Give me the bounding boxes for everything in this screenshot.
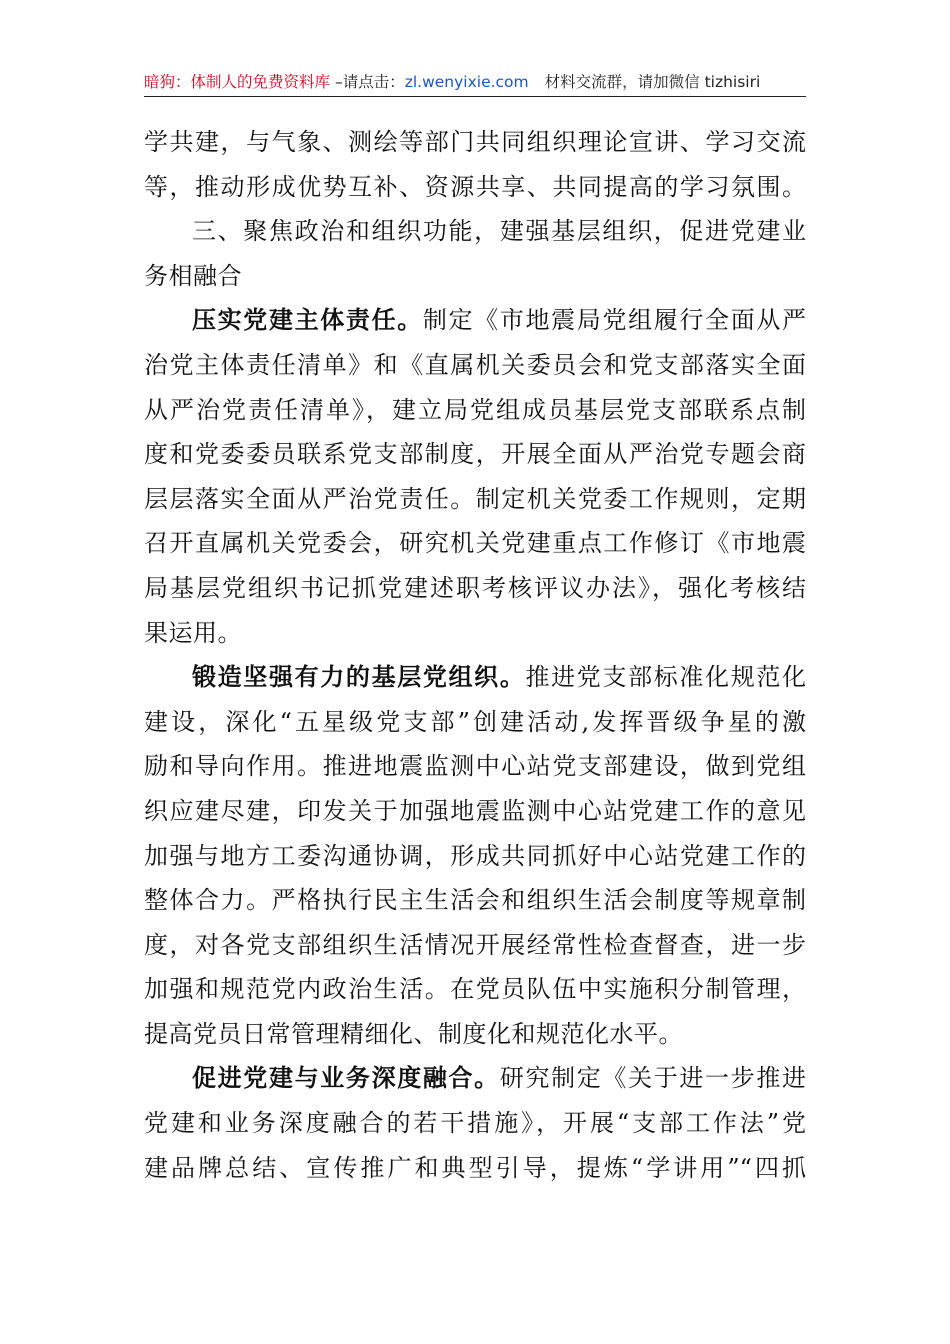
section-heading-cont: 务相融合: [144, 261, 242, 290]
paragraph-lead: 促进党建与业务深度融合。: [192, 1064, 500, 1093]
text-line: 加强和规范党内政治生活。在党员队伍中实施积分制管理，: [144, 975, 806, 1004]
text-line: 提高党员日常管理精细化、制度化和规范化水平。: [144, 1019, 683, 1048]
header-prompt: –请点击：: [330, 73, 405, 91]
paragraph-lead: 锻造坚强有力的基层党组织。: [192, 663, 526, 692]
text-line: 治党主体责任清单》和《直属机关委员会和党支部落实全面: [144, 350, 806, 379]
paragraph-3-first-line: 促进党建与业务深度融合。研究制定《关于进一步推进: [192, 1064, 807, 1093]
header-divider: [144, 96, 806, 97]
text-line: 加强与地方工委沟通协调，形成共同抓好中心站党建工作的: [144, 841, 806, 870]
text-line: 学共建，与气象、测绘等部门共同组织理论宣讲、学习交流: [144, 128, 806, 156]
text-line: 励和导向作用。推进地震监测中心站党支部建设，做到党组: [144, 752, 806, 781]
header-wechat: 材料交流群，请加微信 tizhisiri: [544, 73, 761, 91]
document-body: [144, 120, 806, 1190]
text-line: 建设，深化“五星级党支部”创建活动,发挥晋级争星的激: [144, 707, 806, 736]
text-line: 织应建尽建，印发关于加强地震监测中心站党建工作的意见: [144, 796, 806, 825]
header-brand: 暗狗：体制人的免费资料库: [144, 73, 331, 91]
text-line: 层层落实全面从严治党责任。制定机关党委工作规则，定期: [144, 484, 806, 513]
text-line: 等，推动形成优势互补、资源共享、共同提高的学习氛围。: [144, 172, 806, 201]
paragraph-lead: 压实党建主体责任。: [192, 306, 423, 335]
header-url-link[interactable]: zl.wenyixie.com: [404, 73, 529, 91]
paragraph-2-first-line: 锻造坚强有力的基层党组织。推进党支部标准化规范化: [192, 663, 807, 692]
page-header: [144, 68, 806, 96]
paragraph-1-first-line: 压实党建主体责任。制定《市地震局党组履行全面从严: [192, 306, 807, 335]
text-line: 建品牌总结、宣传推广和典型引导，提炼“学讲用”“四抓: [144, 1153, 806, 1182]
text-line: 从严治党责任清单》，建立局党组成员基层党支部联系点制: [144, 395, 806, 424]
text-line: 党建和业务深度融合的若干措施》，开展“支部工作法”党: [144, 1109, 806, 1138]
text-line: 果运用。: [144, 618, 242, 647]
text-line: 局基层党组织书记抓党建述职考核评议办法》，强化考核结: [144, 573, 806, 602]
text-line: 度和党委委员联系党支部制度，开展全面从严治党专题会商: [144, 440, 806, 469]
text-line: 度，对各党支部组织生活情况开展经常性检查督查，进一步: [144, 930, 806, 959]
text-line: 召开直属机关党委会，研究机关党建重点工作修订《市地震: [144, 529, 806, 558]
text-line: 整体合力。严格执行民主生活会和组织生活会制度等规章制: [144, 886, 806, 915]
section-heading: 三、聚焦政治和组织功能，建强基层组织，促进党建业: [192, 217, 806, 246]
